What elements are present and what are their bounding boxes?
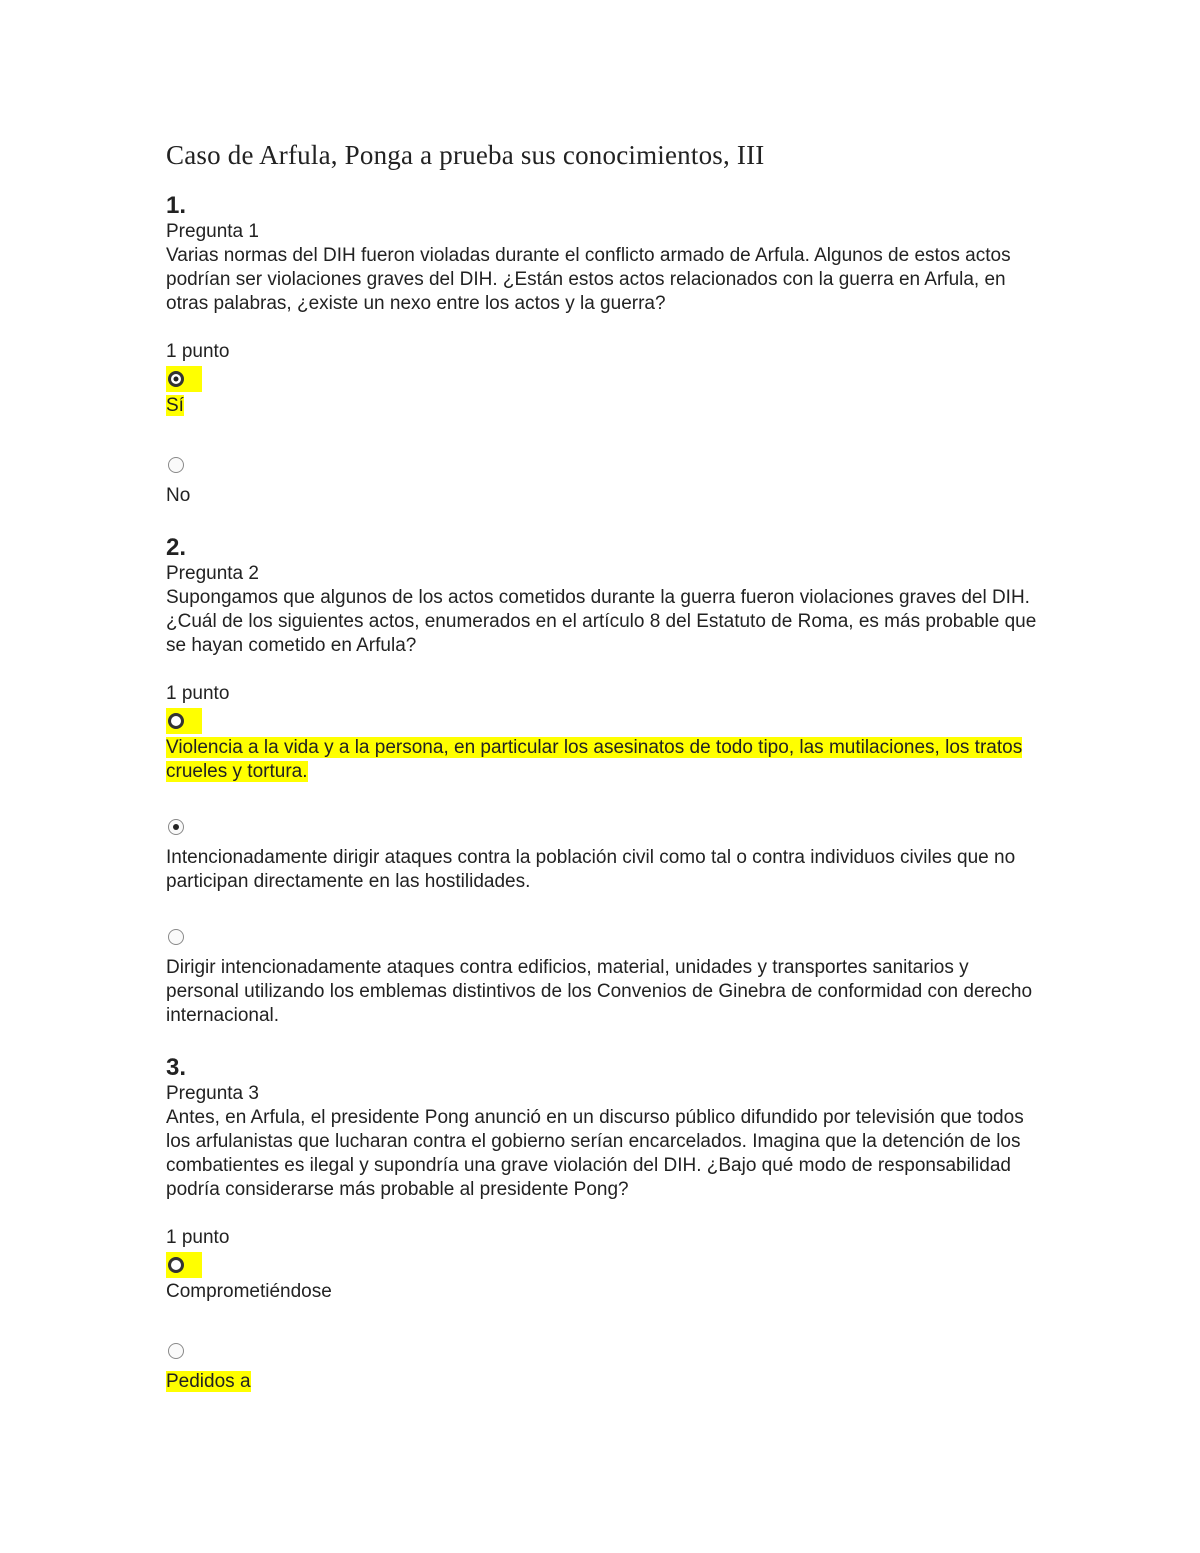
radio-container [166,814,202,840]
radio-highlight [166,366,202,392]
question-label: Pregunta 3 [166,1083,259,1104]
option-text: No [166,485,191,506]
document-title: Caso de Arfula, Ponga a prueba sus conocimientos, III [166,140,765,170]
answer-option [166,452,1046,508]
radio-container [166,924,202,950]
question-points: 1 punto [166,341,230,362]
answer-option [166,814,1046,894]
radio-button[interactable] [168,929,184,945]
radio-button[interactable] [168,457,184,473]
radio-container [166,452,202,478]
radio-highlight [166,708,202,734]
answer-option [166,708,1046,784]
option-text: Violencia a la vida y a la persona, en particular los asesinatos de todo tipo, las mutilaciones, los tratos crueles y tortura. [166,737,1023,782]
option-text: Dirigir intencionadamente ataques contra edificios, material, unidades y transportes sanitarios y personal utilizando los emblemas distintivos de los Convenios de Ginebra de conformidad con derecho internacional. [166,957,1033,1026]
question-3 [166,1054,1046,1394]
radio-button[interactable] [168,1343,184,1359]
option-text: Comprometiéndose [166,1281,332,1302]
question-points: 1 punto [166,683,230,704]
question-text: Supongamos que algunos de los actos cometidos durante la guerra fueron violaciones graves del DIH. ¿Cuál de los siguientes actos, enumerados en el artículo 8 del Estatuto de Roma, es más probable que se hayan cometido en Arfula? [166,587,1037,656]
radio-container [166,1338,202,1364]
radio-button[interactable] [168,1257,184,1273]
radio-button[interactable] [168,713,184,729]
question-points: 1 punto [166,1227,230,1248]
option-text: Sí [166,395,184,416]
question-number: 1. [166,192,187,219]
answer-option [166,366,1046,418]
radio-button-selected[interactable] [168,819,184,835]
radio-button-selected[interactable] [168,371,184,387]
answer-option [166,1338,1046,1394]
question-number: 3. [166,1054,187,1081]
document-page [166,138,1046,1394]
radio-highlight [166,1252,202,1278]
question-label: Pregunta 1 [166,221,259,242]
question-2 [166,534,1046,1028]
question-1 [166,192,1046,508]
option-text: Intencionadamente dirigir ataques contra la población civil como tal o contra individuos civiles que no participan directamente en las hostilidades. [166,847,1016,892]
question-text: Antes, en Arfula, el presidente Pong anunció en un discurso público difundido por televisión que todos los arfulanistas que lucharan contra el gobierno serían encarcelados. Imagina que la detención de los combatientes es ilegal y supondría una grave violación del DIH. ¿Bajo qué modo de responsabilidad podría considerarse más probable al presidente Pong? [166,1107,1024,1200]
answer-option [166,1252,1046,1304]
answer-option [166,924,1046,1028]
question-number: 2. [166,534,187,561]
question-text: Varias normas del DIH fueron violadas durante el conflicto armado de Arfula. Algunos de estos actos podrían ser violaciones graves del DIH. ¿Están estos actos relacionados con la guerra en Arfula, en otras palabras, ¿existe un nexo entre los actos y la guerra? [166,245,1011,314]
question-label: Pregunta 2 [166,563,259,584]
option-text: Pedidos a [166,1371,251,1392]
